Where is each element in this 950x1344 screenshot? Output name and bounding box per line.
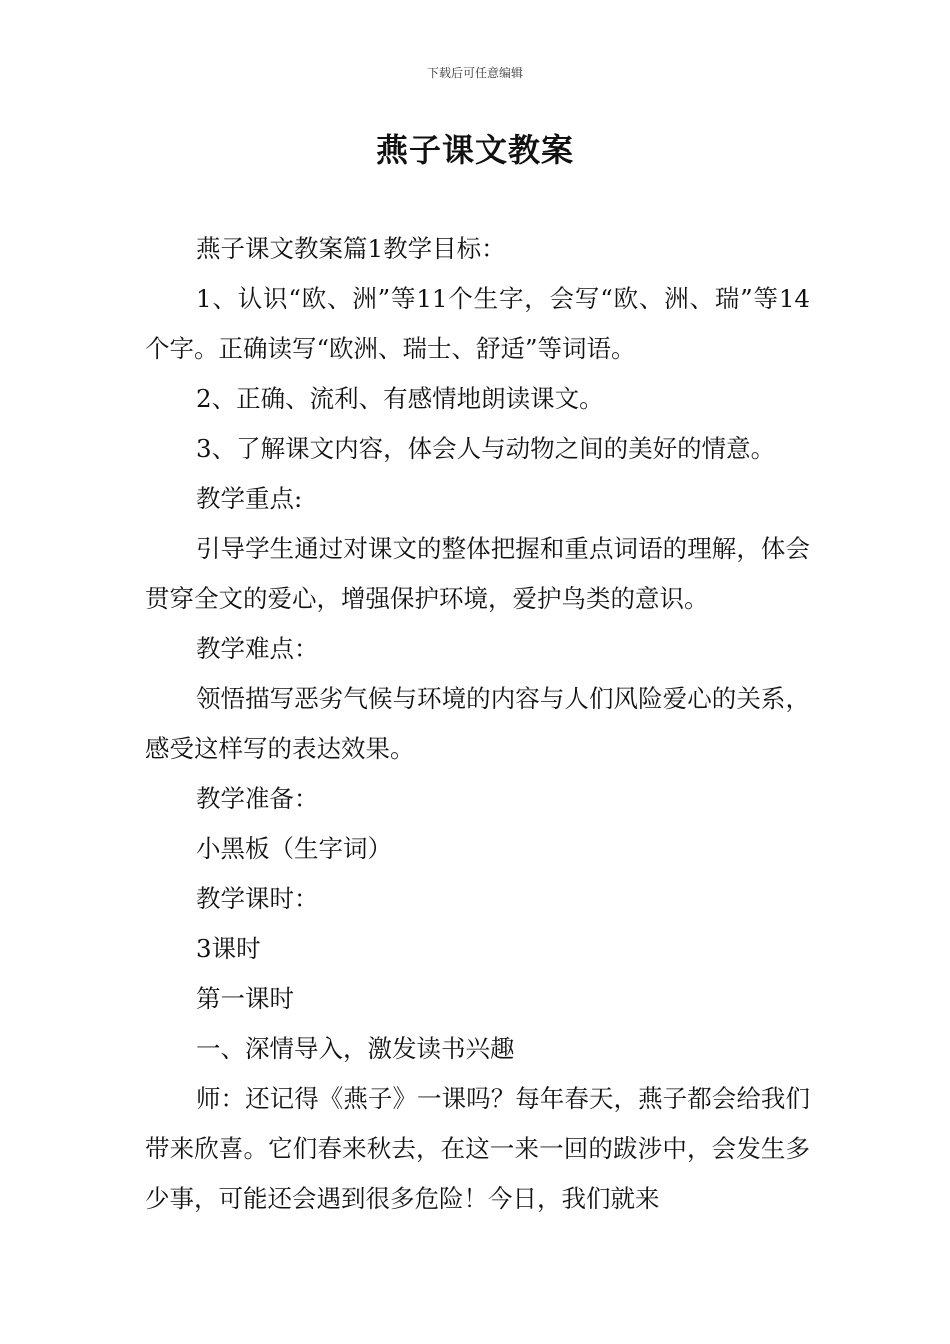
paragraph-key-points-heading: 教学重点:	[196, 484, 303, 513]
paragraph-periods-heading: 教学课时：	[196, 884, 319, 913]
paragraph-key-points: 引导学生通过对课文的整体把握和重点词语的理解，体会贯穿全文的爱心，增强保护环境，爱护鸟类的意识。	[145, 534, 810, 613]
paragraph-difficulties-heading: 教学难点：	[196, 634, 319, 663]
paragraph-first-period: 第一课时	[196, 984, 294, 1013]
page-header-note: 下载后可任意编辑	[426, 66, 523, 80]
paragraph-objective-3: 3、了解课文内容，体会人与动物之间的美好的情意。	[196, 434, 776, 463]
paragraph-objective-2: 2、正确、流利、有感情地朗读课文。	[196, 384, 604, 413]
paragraph-preparation: 小黑板（生字词）	[196, 834, 392, 863]
paragraph-section-one: 一、深情导入，激发读书兴趣	[196, 1034, 515, 1063]
paragraph-preparation-heading: 教学准备：	[196, 784, 319, 813]
paragraph-periods: 3课时	[196, 934, 261, 963]
paragraph-intro-objectives: 燕子课文教案篇1教学目标：	[196, 234, 506, 263]
paragraph-difficulties: 领悟描写恶劣气候与环境的内容与人们风险爱心的关系，感受这样写的表达效果。	[145, 684, 810, 763]
paragraph-teacher-intro: 师：还记得《燕子》一课吗？每年春天，燕子都会给我们带来欣喜。它们春来秋去，在这一来一回的跋涉中，会发生多少事，可能还会遇到很多危险！今日，我们就来	[145, 1084, 810, 1213]
document-title: 燕子课文教案	[375, 131, 574, 169]
paragraph-objective-1: 1、认识“欧、洲”等11个生字，会写“欧、洲、瑞”等14个字。正确读写“欧洲、瑞士、舒适”等词语。	[145, 284, 810, 363]
document-body	[145, 224, 810, 1224]
